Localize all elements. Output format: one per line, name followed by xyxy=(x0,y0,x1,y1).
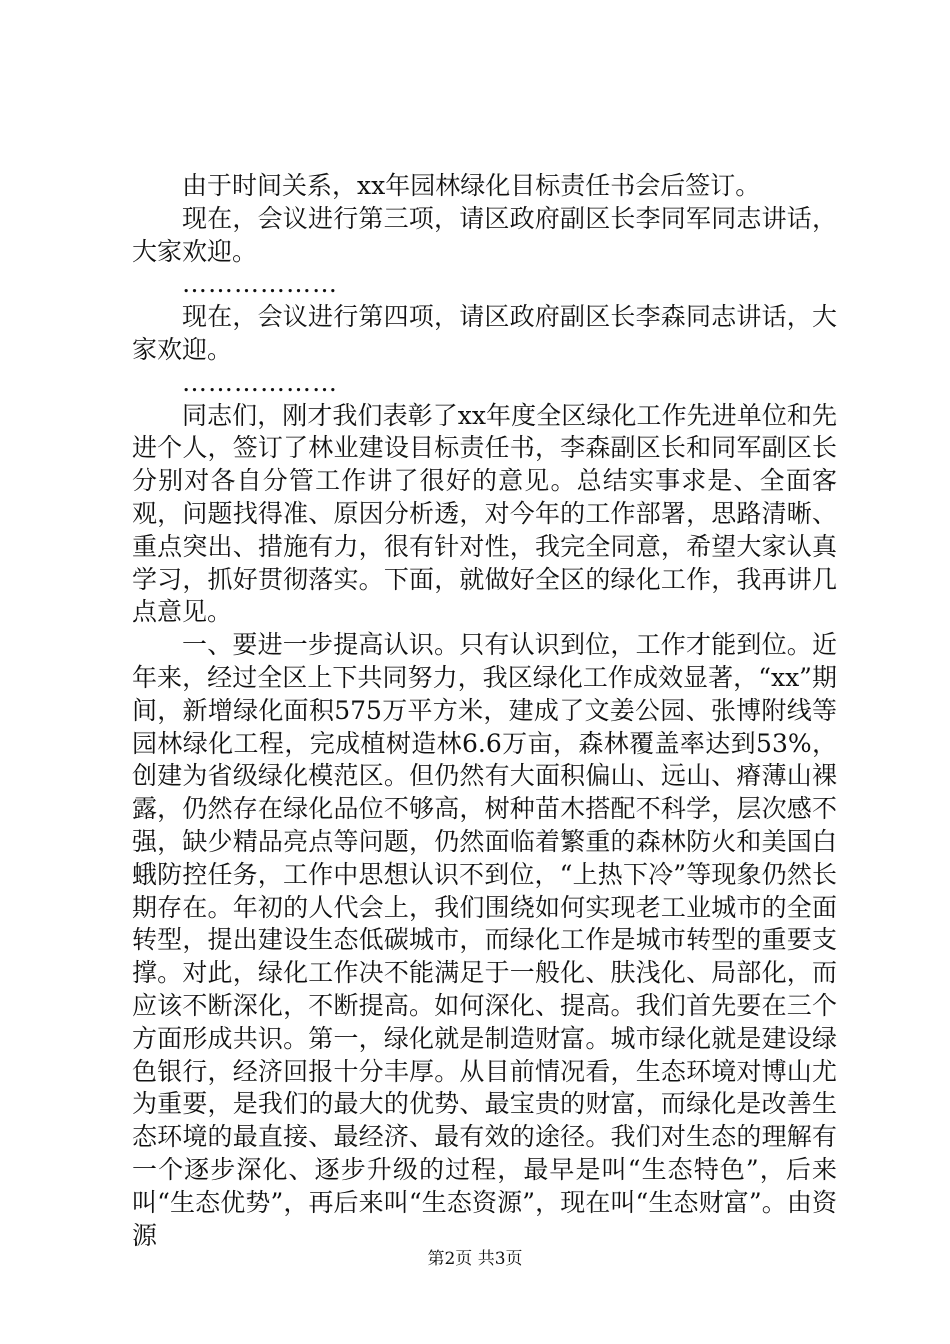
ellipsis-divider-1: ……………… xyxy=(182,269,338,299)
page-footer: 第2页 共3页 xyxy=(427,1249,523,1269)
paragraph-1: 由于时间关系，xx年园林绿化目标责任书会后签订。 xyxy=(182,171,761,200)
paragraph-3: 现在，会议进行第四项，请区政府副区长李森同志讲话，大家欢迎。 xyxy=(132,302,837,364)
ellipsis-divider-2: ……………… xyxy=(182,367,338,397)
paragraph-2: 现在，会议进行第三项，请区政府副区长李同军同志讲话，大家欢迎。 xyxy=(132,203,837,266)
paragraph-5: 一、要进一步提高认识。只有认识到位，工作才能到位。近年来，经过全区上下共同努力，我区绿化工作成效显著，“xx”期间，新增绿化面积575万平方米，建成了文姜公园、张博附线等园林绿化工程，完成植树造林6.6万亩，森林覆盖率达到53%，创建为省级绿化模范区。但仍然有大面积偏山、远山、瘠薄山裸露，仍然存在绿化品位不够高，树种苗木搭配不科学，层次感不强，缺少精品亮点等问题，仍然面临着繁重的森林防火和美国白蛾防控任务，工作中思想认识不到位，“上热下冷”等现象仍然长期存在。年初的人代会上，我们围绕如何实现老工业城市的全面转型，提出建设生态低碳城市，而绿化工作是城市转型的重要支撑。对此，绿化工作决不能满足于一般化、肤浅化、局部化，而应该不断深化，不断提高。如何深化、提高。我们首先要在三个方面形成共识。第一，绿化就是制造财富。城市绿化就是建设绿色银行，经济回报十分丰厚。从目前情况看，生态环境对博山尤为重要，是我们的最大的优势、最宝贵的财富，而绿化是改善生态环境的最直接、最经济、最有效的途径。我们对生态的理解有一个逐步深化、逐步升级的过程，最早是叫“生态特色”，后来叫“生态优势”，再后来叫“生态资源”，现在叫“生态财富”。由资源 xyxy=(132,630,837,1250)
paragraph-4: 同志们，刚才我们表彰了xx年度全区绿化工作先进单位和先进个人，签订了林业建设目标责任书，李森副区长和同军副区长分别对各自分管工作讲了很好的意见。总结实事求是、全面客观，问题找得准、原因分析透，对今年的工作部署，思路清晰、重点突出、措施有力，很有针对性，我完全同意，希望大家认真学习，抓好贯彻落实。下面，就做好全区的绿化工作，我再讲几点意见。 xyxy=(132,400,837,627)
document-body xyxy=(132,170,837,1252)
